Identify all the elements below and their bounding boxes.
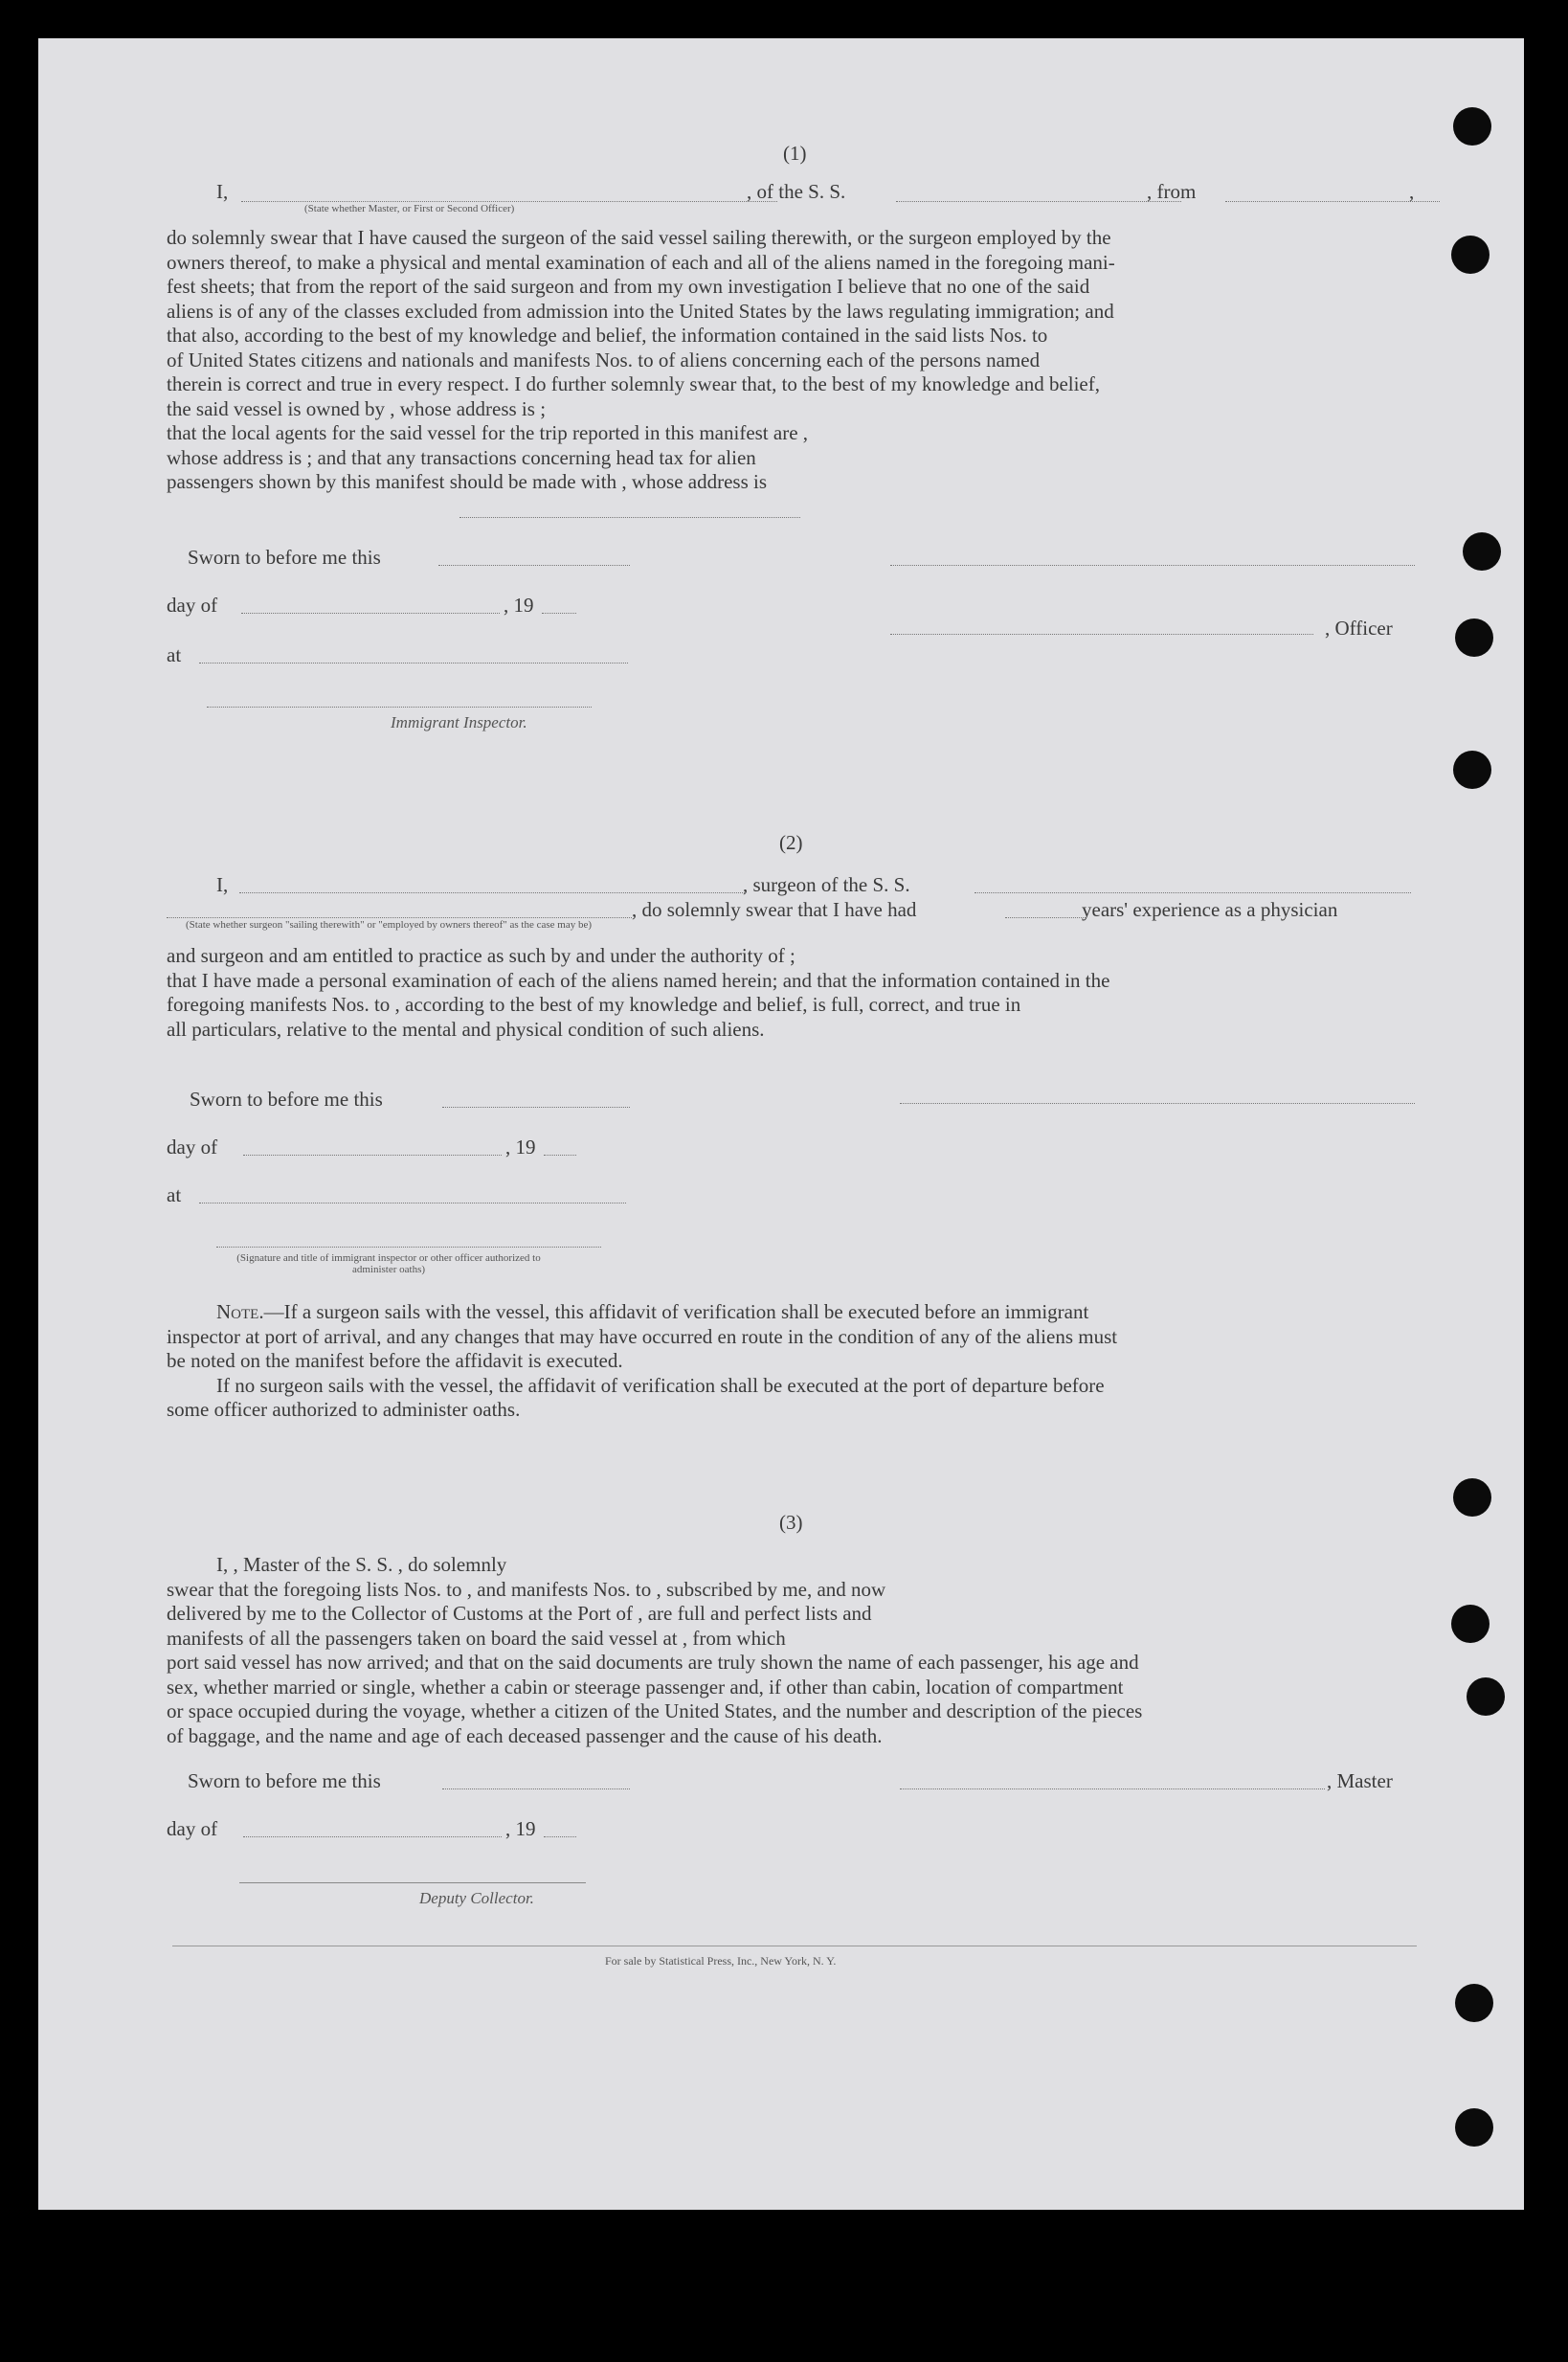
s1-body-line: passengers shown by this manifest should be made with , whose address is bbox=[167, 470, 767, 493]
s3-body-line: or space occupied during the voyage, whether a citizen of the United States, and the number and description of the pieces bbox=[167, 1699, 1143, 1722]
s3-signature-field[interactable] bbox=[900, 1788, 1325, 1789]
s3-body-line: I, , Master of the S. S. , do solemnly bbox=[216, 1553, 507, 1576]
s1-sworn-label: Sworn to before me this bbox=[188, 546, 381, 569]
s2-at-label: at bbox=[167, 1183, 182, 1206]
s3-collector-signature[interactable] bbox=[239, 1882, 586, 1883]
s1-body-line: therein is correct and true in every respect. I do further solemnly swear that, to the best of my knowledge and belief, bbox=[167, 372, 1100, 395]
s3-sworn-label: Sworn to before me this bbox=[188, 1769, 381, 1792]
s3-collector-label: Deputy Collector. bbox=[419, 1889, 534, 1907]
s2-note-line: Note.—If a surgeon sails with the vessel, this affidavit of verification shall be executed before an immigrant bbox=[216, 1300, 1089, 1323]
s2-sworn-label: Sworn to before me this bbox=[190, 1088, 383, 1111]
footer-imprint: For sale by Statistical Press, Inc., New York, N. Y. bbox=[605, 1954, 837, 1968]
s3-body-line: port said vessel has now arrived; and that on the said documents are truly shown the name of each passenger, his age and bbox=[167, 1651, 1139, 1674]
s2-note-line: some officer authorized to administer oaths. bbox=[167, 1398, 521, 1421]
s3-day-field[interactable] bbox=[243, 1836, 502, 1837]
s1-body-line: the said vessel is owned by , whose address is ; bbox=[167, 396, 547, 420]
section-2-number: (2) bbox=[779, 831, 803, 854]
s2-day-field[interactable] bbox=[243, 1155, 502, 1156]
s3-body-line: manifests of all the passengers taken on board the said vessel at , from which bbox=[167, 1626, 786, 1650]
s1-of-ss-label: , of the S. S. bbox=[747, 180, 846, 203]
s1-from-field[interactable] bbox=[1225, 201, 1440, 202]
s2-body-line: all particulars, relative to the mental and physical condition of such aliens. bbox=[167, 1017, 765, 1041]
s1-year-field[interactable] bbox=[542, 613, 576, 614]
s1-address-continuation[interactable] bbox=[459, 517, 800, 518]
s3-body-line: swear that the foregoing lists Nos. to , and manifests Nos. to , subscribed by me, and now bbox=[167, 1577, 886, 1601]
s2-note-line: If no surgeon sails with the vessel, the affidavit of verification shall be executed at the port of departure before bbox=[216, 1373, 1105, 1397]
punch-hole bbox=[1455, 2108, 1493, 2147]
s2-years-field[interactable] bbox=[1005, 917, 1086, 918]
s3-body-line: of baggage, and the name and age of each deceased passenger and the cause of his death. bbox=[167, 1723, 883, 1747]
s2-inspector-signature[interactable] bbox=[216, 1247, 601, 1248]
s1-body-line: owners thereof, to make a physical and mental examination of each and all of the aliens named in the foregoing mani- bbox=[167, 250, 1115, 274]
s2-year-label: , 19 bbox=[505, 1136, 536, 1159]
s1-officer-label: , Officer bbox=[1325, 617, 1393, 640]
s2-surgeon-hint: (State whether surgeon "sailing therewith" or "employed by owners thereof" as the case may be) bbox=[186, 919, 593, 931]
s2-signature-hint: (Signature and title of immigrant inspector or other officer authorized to administer oaths) bbox=[236, 1252, 541, 1276]
s2-surgeon-name-field[interactable] bbox=[239, 892, 745, 893]
s2-note bbox=[167, 1300, 1453, 1423]
s1-sworn-day-field[interactable] bbox=[438, 565, 630, 566]
s2-note-line: be noted on the manifest before the affidavit is executed. bbox=[167, 1349, 623, 1372]
punch-hole bbox=[1455, 1984, 1493, 2022]
s1-body-line: whose address is ; and that any transactions concerning head tax for alien bbox=[167, 445, 756, 469]
s2-surgeon-label: , surgeon of the S. S. bbox=[743, 873, 910, 896]
s2-years-label: years' experience as a physician bbox=[1082, 898, 1338, 921]
s1-officer-field[interactable] bbox=[890, 634, 1313, 635]
punch-hole bbox=[1455, 619, 1493, 657]
s1-at-field[interactable] bbox=[199, 663, 628, 664]
s3-body-line: delivered by me to the Collector of Customs at the Port of , are full and perfect lists and bbox=[167, 1602, 872, 1625]
s1-at-label: at bbox=[167, 643, 182, 666]
s3-year-label: , 19 bbox=[505, 1817, 536, 1840]
s2-ship-field[interactable] bbox=[974, 892, 1411, 893]
punch-hole bbox=[1453, 107, 1491, 146]
s2-body bbox=[167, 944, 1453, 1042]
s3-master-label: , Master bbox=[1327, 1769, 1393, 1792]
section-1-number: (1) bbox=[783, 142, 807, 165]
s1-day-field[interactable] bbox=[241, 613, 500, 614]
s2-signature-field[interactable] bbox=[900, 1103, 1415, 1104]
s1-master-hint: (State whether Master, or First or Second Officer) bbox=[304, 203, 515, 214]
s1-year-label: , 19 bbox=[504, 594, 534, 617]
s3-year-field[interactable] bbox=[544, 1836, 576, 1837]
s1-ship-field[interactable] bbox=[896, 201, 1181, 202]
s3-body bbox=[167, 1553, 1453, 1748]
s2-sworn-day-field[interactable] bbox=[442, 1107, 630, 1108]
section-3-number: (3) bbox=[779, 1511, 803, 1534]
punch-hole bbox=[1453, 1478, 1491, 1517]
s1-inspector-label: Immigrant Inspector. bbox=[391, 713, 527, 731]
punch-hole bbox=[1451, 1605, 1490, 1643]
punch-hole bbox=[1453, 751, 1491, 789]
s2-surgeon-type-field[interactable] bbox=[167, 917, 632, 918]
s1-comma: , bbox=[1409, 180, 1415, 203]
s1-body-line: do solemnly swear that I have caused the surgeon of the said vessel sailing therewith, or the surgeon employed by the bbox=[167, 226, 1111, 249]
s2-year-field[interactable] bbox=[544, 1155, 576, 1156]
s2-body-line: foregoing manifests Nos. to , according to the best of my knowledge and belief, is full, correct, and true in bbox=[167, 993, 1021, 1016]
s2-body-line: that I have made a personal examination of each of the aliens named herein; and that the information contained in the bbox=[167, 968, 1110, 992]
s1-signature-field[interactable] bbox=[890, 565, 1415, 566]
s2-i-label: I, bbox=[216, 873, 229, 896]
s1-body-line: that the local agents for the said vessel for the trip reported in this manifest are , bbox=[167, 421, 809, 444]
s2-note-line: inspector at port of arrival, and any changes that may have occurred en route in the condition of any of the aliens must bbox=[167, 1324, 1118, 1348]
s1-body-line: fest sheets; that from the report of the said surgeon and from my own investigation I believe that no one of the said bbox=[167, 275, 1090, 298]
s2-body-line: and surgeon and am entitled to practice as such by and under the authority of ; bbox=[167, 944, 795, 967]
form-sheet bbox=[38, 38, 1524, 2210]
s3-sworn-day-field[interactable] bbox=[442, 1788, 630, 1789]
s2-day-of-label: day of bbox=[167, 1136, 218, 1159]
punch-hole bbox=[1467, 1677, 1505, 1716]
s1-body bbox=[167, 226, 1453, 495]
s3-day-of-label: day of bbox=[167, 1817, 218, 1840]
s1-master-field[interactable] bbox=[241, 201, 777, 202]
s2-swear-label: , do solemnly swear that I have had bbox=[632, 898, 917, 921]
punch-hole bbox=[1463, 532, 1501, 571]
s1-from-label: , from bbox=[1147, 180, 1197, 203]
s1-body-line: that also, according to the best of my knowledge and belief, the information contained in the said lists Nos. to bbox=[167, 324, 1048, 347]
s1-i-label: I, bbox=[216, 180, 229, 203]
s2-note-label: Note. bbox=[216, 1300, 264, 1323]
s3-body-line: sex, whether married or single, whether a cabin or steerage passenger and, if other than cabin, location of compartment bbox=[167, 1675, 1124, 1698]
s1-inspector-signature[interactable] bbox=[207, 707, 592, 708]
s1-day-of-label: day of bbox=[167, 594, 218, 617]
s1-body-line: aliens is of any of the classes excluded from admission into the United States by the laws regulating immigration; and bbox=[167, 299, 1114, 323]
punch-hole bbox=[1451, 236, 1490, 274]
s1-body-line: of United States citizens and nationals and manifests Nos. to of aliens concerning each of the persons named bbox=[167, 348, 1041, 371]
